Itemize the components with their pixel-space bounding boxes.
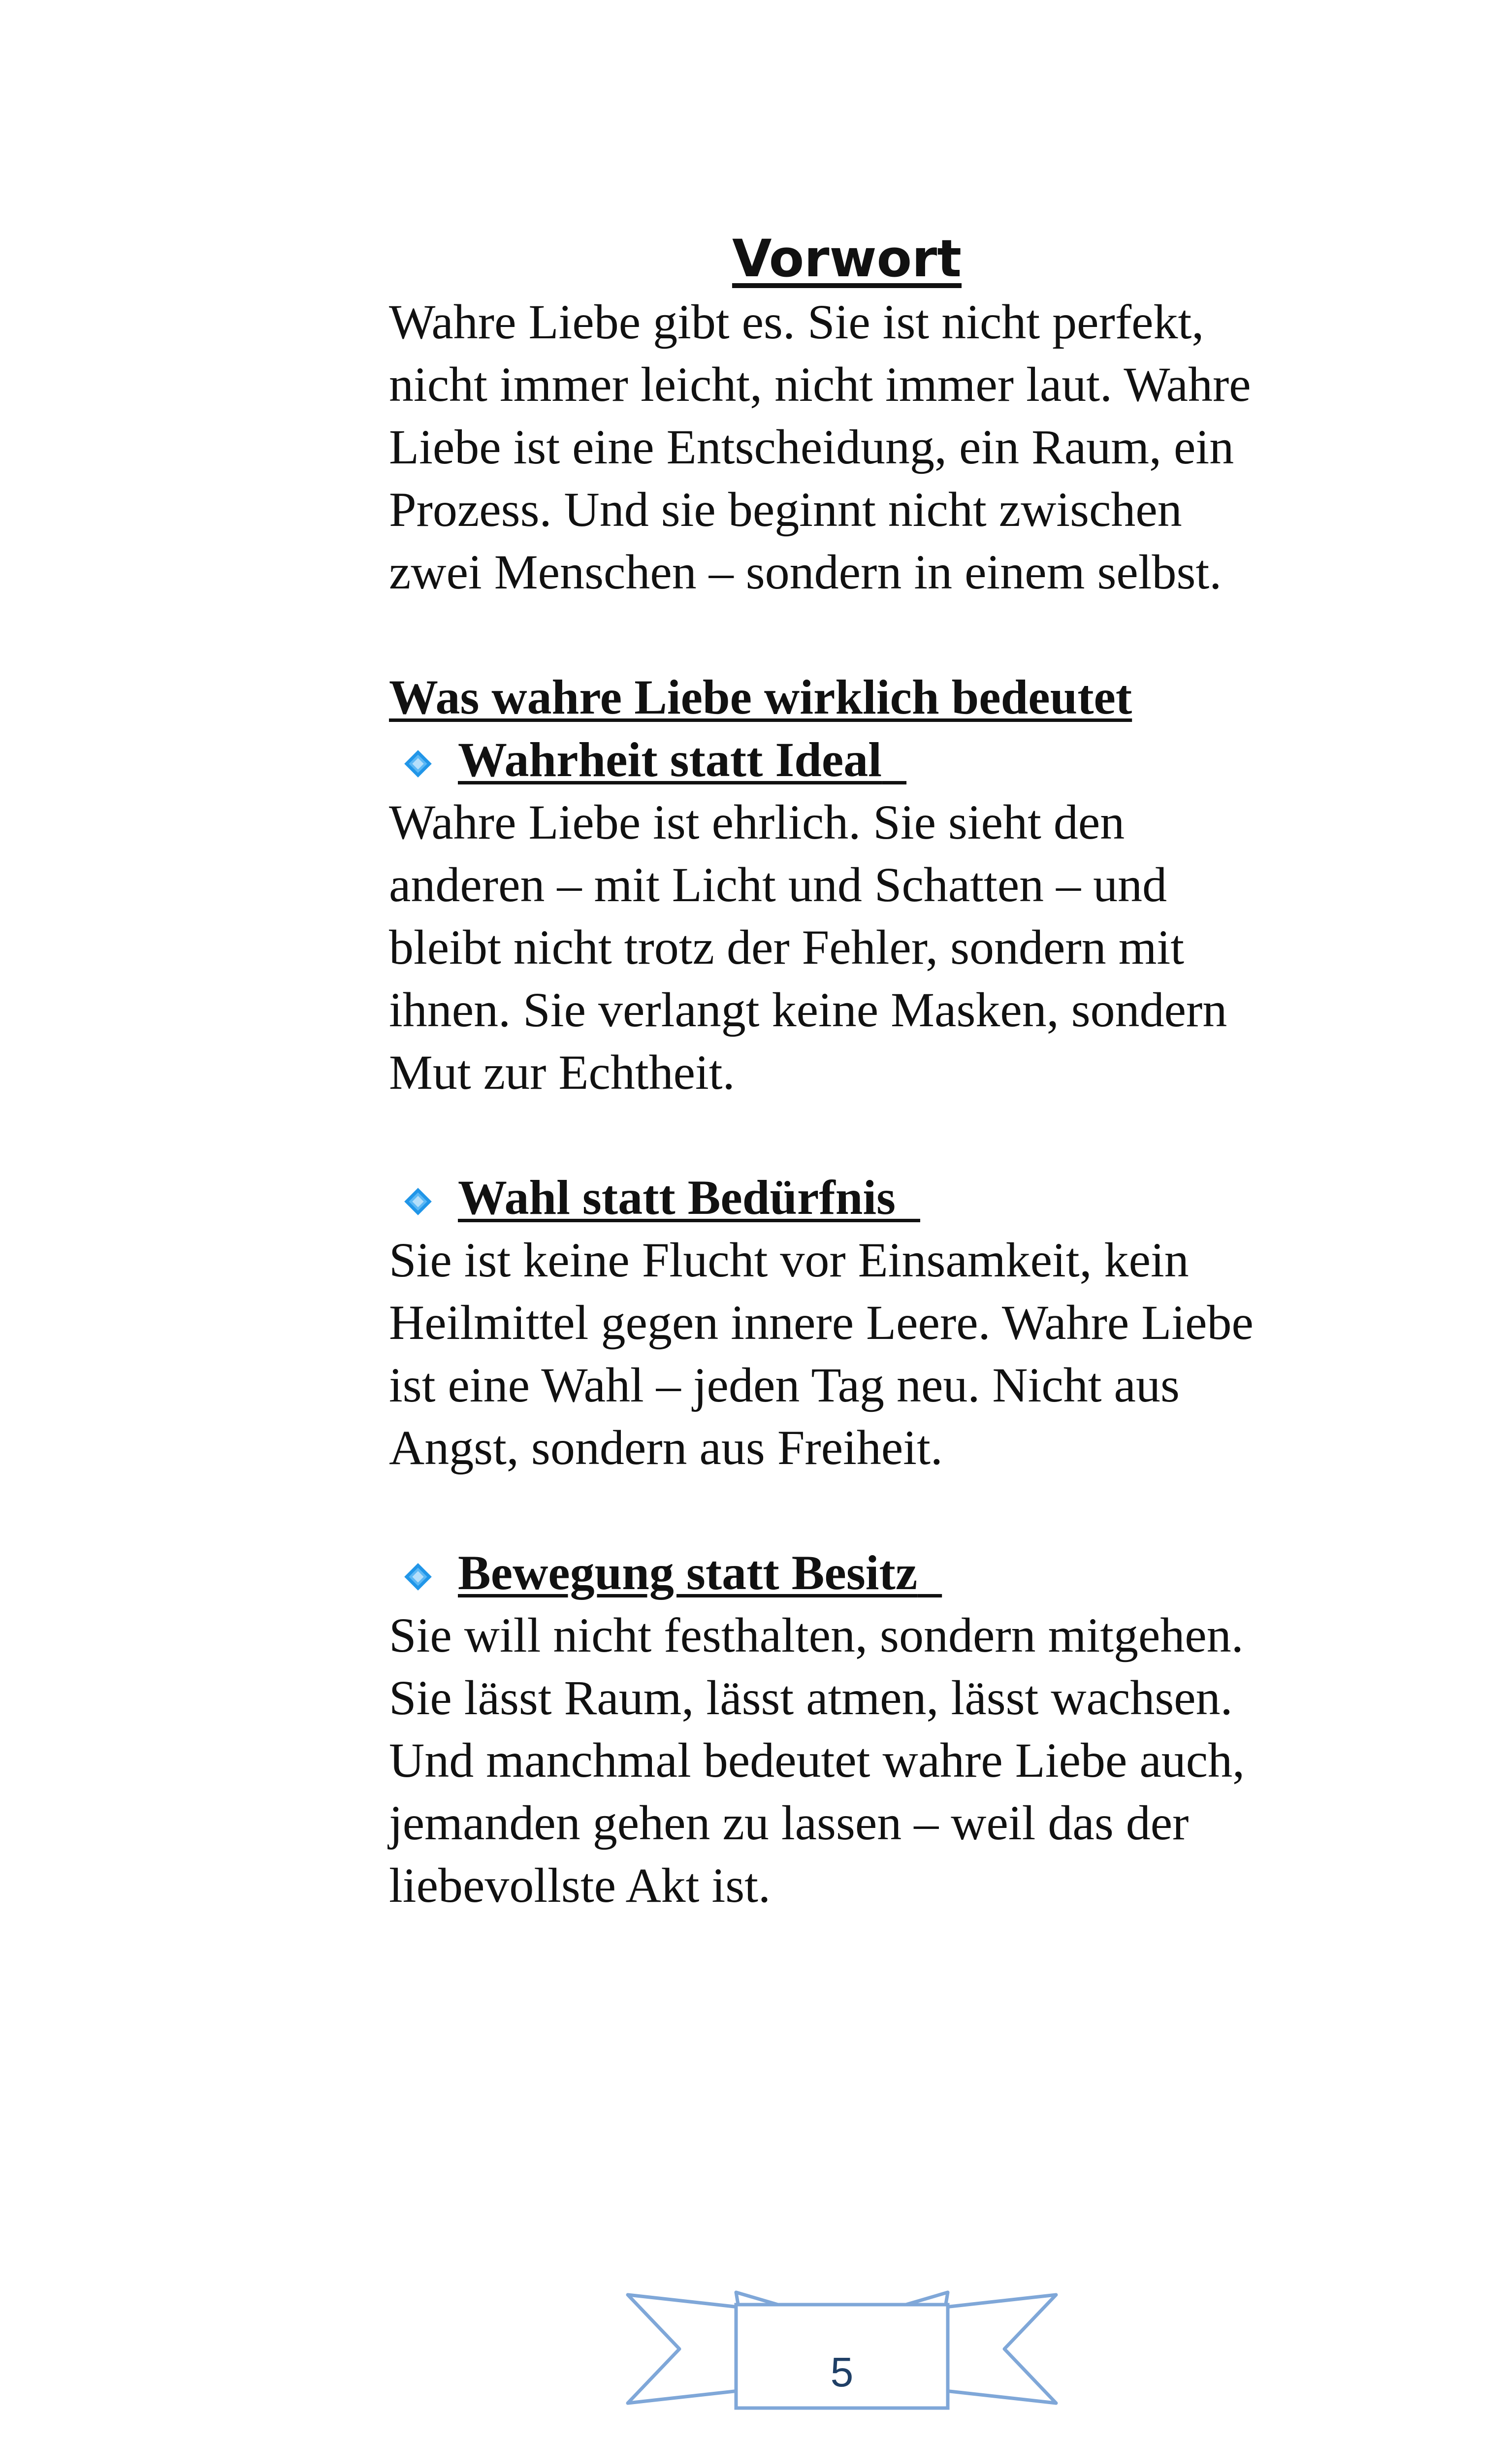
blue-diamond-icon <box>404 749 432 778</box>
text-line: ist eine Wahl – jeden Tag neu. Nicht aus <box>389 1358 1180 1412</box>
text-line: bleibt nicht trotz der Fehler, sondern mit <box>389 920 1185 975</box>
section-heading: Was wahre Liebe wirklich bedeutet <box>389 670 1132 724</box>
text-line: jemanden gehen zu lassen – weil das der <box>389 1795 1189 1850</box>
blue-diamond-icon <box>404 1563 432 1591</box>
page-number: 5 <box>830 2349 854 2395</box>
text-line: Sie will nicht festhalten, sondern mitgehen. <box>389 1608 1244 1662</box>
text-line: zwei Menschen – sondern in einem selbst. <box>389 545 1222 599</box>
subsection-heading: Bewegung statt Besitz <box>389 1541 1280 1604</box>
text-line: Und manchmal bedeutet wahre Liebe auch, <box>389 1733 1245 1788</box>
text-line: Prozess. Und sie beginnt nicht zwischen <box>389 482 1182 537</box>
page-title: Vorwort <box>732 228 962 289</box>
text-line: Mut zur Echtheit. <box>389 1045 735 1100</box>
text-line: Wahre Liebe gibt es. Sie ist nicht perfekt, <box>389 294 1204 349</box>
text-line: Sie lässt Raum, lässt atmen, lässt wachsen. <box>389 1670 1233 1725</box>
subsection-paragraph <box>389 791 1280 1104</box>
subsection-heading: Wahrheit statt Ideal <box>389 728 1280 791</box>
text-line: liebevollste Akt ist. <box>389 1858 771 1913</box>
text-line: Sie ist keine Flucht vor Einsamkeit, kein <box>389 1233 1189 1287</box>
subsection-heading: Wahl statt Bedürfnis <box>389 1166 1280 1229</box>
document-page <box>389 227 1280 1917</box>
subsection-paragraph <box>389 1604 1280 1917</box>
text-line: anderen – mit Licht und Schatten – und <box>389 857 1167 912</box>
text-line: Angst, sondern aus Freiheit. <box>389 1420 943 1475</box>
text-line: ihnen. Sie verlangt keine Masken, sondern <box>389 982 1227 1037</box>
text-line: nicht immer leicht, nicht immer laut. Wahre <box>389 357 1251 412</box>
text-line: Wahre Liebe ist ehrlich. Sie sieht den <box>389 795 1125 849</box>
blue-diamond-icon <box>404 1187 432 1216</box>
text-line: Heilmittel gegen innere Leere. Wahre Liebe <box>389 1295 1254 1350</box>
intro-paragraph <box>389 291 1280 603</box>
subsection-paragraph <box>389 1229 1280 1479</box>
text-line: Liebe ist eine Entscheidung, ein Raum, ein <box>389 420 1234 474</box>
